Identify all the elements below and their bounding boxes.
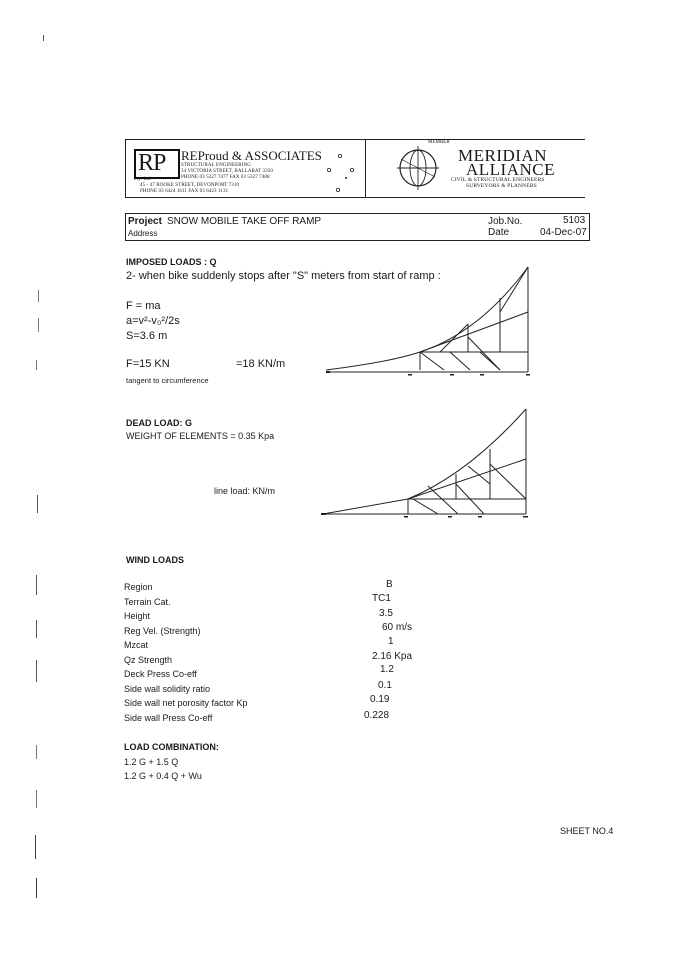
wind-row — [124, 592, 544, 611]
equation-3: S=3.6 m — [126, 330, 168, 342]
combination-line-1: 1.2 G + 1.5 Q — [124, 757, 179, 767]
wind-value: 60 m/s — [382, 621, 413, 633]
wind-heading: WIND LOADS — [126, 555, 184, 565]
firm-name: REProud & ASSOCIATES — [181, 148, 322, 163]
wind-row — [124, 636, 544, 654]
wind-label: Side wall net porosity factor Kp — [124, 698, 248, 708]
line-load-label: line load: KN/m — [214, 486, 276, 496]
job-label: Job.No. — [488, 216, 523, 227]
wind-row — [124, 579, 544, 596]
wind-label: Reg Vel. (Strength) — [124, 625, 201, 636]
wind-value: 1 — [388, 636, 394, 647]
wind-row — [124, 608, 544, 625]
wind-value: 2.16 Kpa — [372, 650, 413, 662]
ramp-diagram-imposed — [320, 262, 535, 380]
decorative-dots — [320, 150, 360, 195]
wind-value: 0.19 — [370, 694, 390, 705]
equation-2: a=v²-v₀²/2s — [126, 315, 180, 327]
wind-label: Region — [124, 582, 153, 592]
firm-line-3: PHONE 03 5327 7477 FAX 03 5327 7488 — [181, 175, 270, 180]
rp-logo-letters: RP — [138, 150, 166, 176]
firm-line-2: 34 VICTORIA STREET, BALLARAT 3350 — [181, 169, 273, 174]
wind-value: 3.5 — [379, 608, 393, 619]
wind-row — [124, 621, 544, 640]
wind-value: TC1 — [372, 592, 391, 604]
alliance-line-4: SURVEYORS & PLANNERS — [466, 183, 537, 189]
date-label: Date — [488, 227, 510, 238]
dead-weight: WEIGHT OF ELEMENTS = 0.35 Kpa — [126, 431, 275, 441]
combination-heading: LOAD COMBINATION: — [124, 742, 219, 752]
sheet-number: SHEET NO.4 — [560, 826, 614, 836]
wind-label: Side wall solidity ratio — [124, 683, 211, 694]
imposed-heading: IMPOSED LOADS : Q — [126, 257, 217, 267]
imposed-description: 2- when bike suddenly stops after "S" meters from start of ramp : — [126, 270, 441, 282]
wind-label: Mzcat — [124, 640, 149, 650]
wind-row — [124, 664, 544, 683]
wind-label: Side wall Press Co-eff — [124, 712, 213, 723]
combination-line-2: 1.2 G + 0.4 Q + Wu — [124, 771, 202, 781]
rp-logo — [134, 149, 180, 179]
dead-heading: DEAD LOAD: G — [126, 418, 192, 428]
wind-value: 0.1 — [378, 679, 392, 691]
job-no: 5103 — [563, 215, 586, 226]
wind-row — [124, 650, 544, 669]
wind-label: Terrain Cat. — [124, 596, 171, 607]
wind-label: Height — [124, 611, 151, 621]
wind-value: B — [386, 579, 393, 590]
force-value: F=15 KN — [126, 358, 170, 370]
wind-row — [124, 694, 544, 712]
equation-1: F = ma — [126, 300, 161, 312]
wind-value: 1.2 — [380, 664, 394, 675]
alliance-line-1: MERIDIAN — [458, 146, 547, 165]
tangent-note: tangent to circumference — [126, 376, 209, 385]
rp-logo-sub: Pty. Ltd — [134, 177, 151, 182]
date-value: 04-Dec-07 — [540, 227, 587, 238]
firm-line-5: PHONE 03 6424 1611 FAX 03 6423 1131 — [140, 189, 229, 194]
alliance-line-2: ALLIANCE — [466, 160, 555, 179]
member-label: MEMBER — [428, 140, 450, 145]
firm-line-4: 45 - 47 ROOKE STREET, DEVONPORT 7310 — [140, 183, 240, 188]
wind-label: Deck Press Co-eff — [124, 669, 197, 679]
wind-value: 0.228 — [364, 709, 390, 721]
ramp-diagram-dead — [318, 404, 533, 520]
wind-row — [124, 709, 544, 727]
wind-row — [124, 679, 544, 698]
wind-table — [124, 579, 544, 732]
alliance-line-3: CIVIL & STRUCTURAL ENGINEERS — [451, 177, 545, 183]
address-label: Address — [128, 229, 158, 238]
meridian-emblem-icon — [395, 145, 441, 191]
force-per-metre: =18 KN/m — [236, 358, 286, 370]
wind-label: Qz Strength — [124, 654, 173, 665]
firm-line-1: STRUCTURAL ENGINEERING — [181, 163, 251, 168]
project-label: Project — [128, 216, 162, 227]
project-name: SNOW MOBILE TAKE OFF RAMP — [167, 216, 322, 227]
